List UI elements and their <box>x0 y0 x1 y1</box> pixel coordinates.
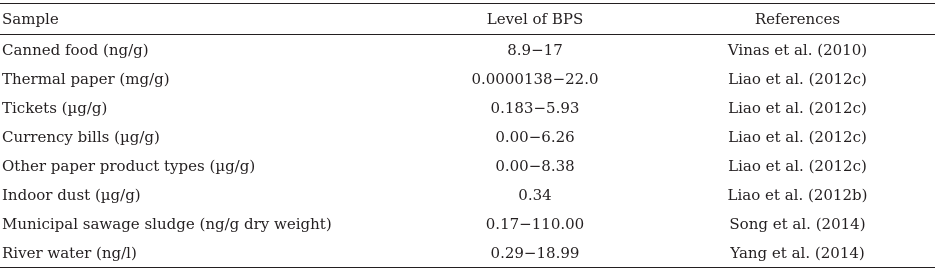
level-cell: 0.17−110.00 <box>485 214 585 233</box>
table-row <box>0 180 935 209</box>
reference-cell: Vinas et al. (2010) <box>727 40 868 59</box>
reference-cell: Yang et al. (2014) <box>730 243 865 262</box>
sample-cell: Indoor dust (µg/g) <box>2 185 141 204</box>
reference-cell: Liao et al. (2012c) <box>728 156 867 175</box>
reference-cell: Liao et al. (2012c) <box>728 98 867 117</box>
sample-cell: Thermal paper (mg/g) <box>2 69 170 88</box>
reference-cell: Liao et al. (2012c) <box>728 127 867 146</box>
level-cell: 0.00−6.26 <box>495 127 575 146</box>
level-cell: 8.9−17 <box>507 40 563 59</box>
table-row <box>0 64 935 93</box>
header-row <box>0 4 935 35</box>
reference-cell: Liao et al. (2012b) <box>727 185 868 204</box>
sample-cell: Municipal sawage sludge (ng/g dry weight) <box>2 214 332 233</box>
level-cell: 0.34 <box>518 185 552 204</box>
table-row <box>0 93 935 122</box>
bps-levels-table <box>0 3 935 268</box>
reference-cell: Liao et al. (2012c) <box>728 69 867 88</box>
sample-cell: Canned food (ng/g) <box>2 40 149 59</box>
level-cell: 0.00−8.38 <box>495 156 575 175</box>
level-cell: 0.183−5.93 <box>490 98 580 117</box>
header-references: References <box>754 10 841 28</box>
table-row <box>0 209 935 238</box>
table-row <box>0 238 935 268</box>
level-cell: 0.0000138−22.0 <box>471 69 599 88</box>
header-level-of-bps: Level of BPS <box>486 10 584 28</box>
reference-cell: Song et al. (2014) <box>729 214 866 233</box>
table-row <box>0 122 935 151</box>
table-row <box>0 35 935 65</box>
level-cell: 0.29−18.99 <box>490 243 580 262</box>
sample-cell: Tickets (µg/g) <box>2 98 108 117</box>
header-sample: Sample <box>2 10 59 28</box>
sample-cell: Other paper product types (µg/g) <box>2 156 256 175</box>
sample-cell: River water (ng/l) <box>2 243 137 262</box>
table-body <box>0 35 935 268</box>
sample-cell: Currency bills (µg/g) <box>2 127 160 146</box>
table-row <box>0 151 935 180</box>
bps-levels-table-container <box>0 3 935 268</box>
table-header <box>0 4 935 35</box>
